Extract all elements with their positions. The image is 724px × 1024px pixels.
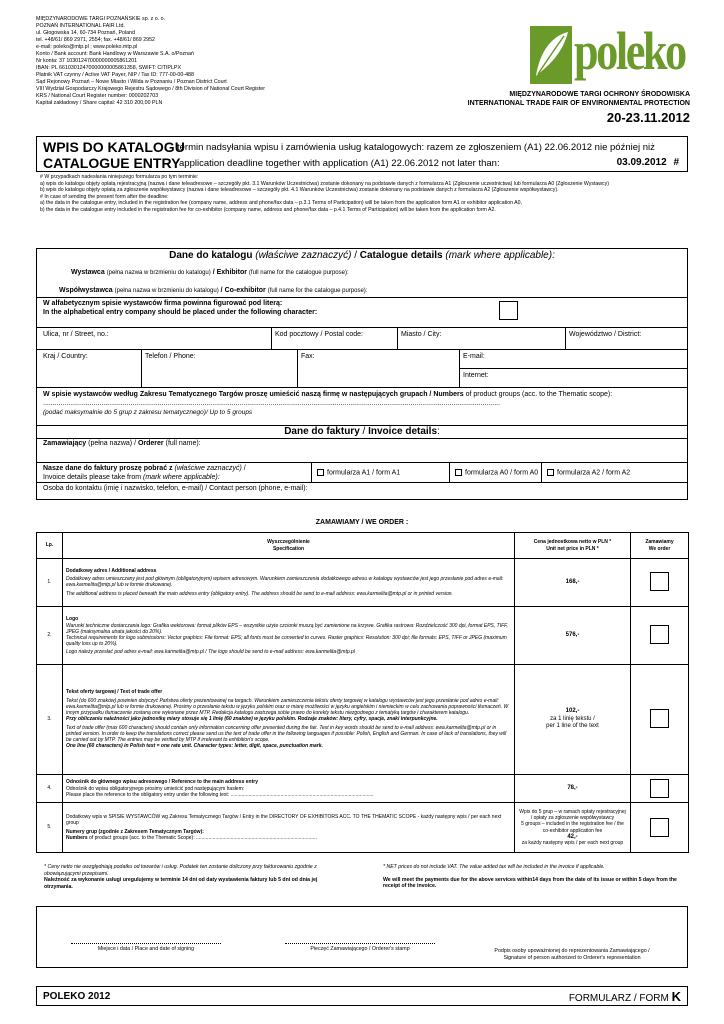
- take-from-pl-note: (właściwe zaznaczyć): [174, 465, 242, 472]
- company-info-line: Płatnik VAT czynny / Active VAT Payer, NIP / Tax ID: 777-00-00-488: [36, 72, 194, 78]
- footnote-vat-en: * NET prices do not include VAT. The value added tax will be included in the invoice if applicable.: [383, 864, 605, 870]
- row-price: 576,-: [515, 607, 631, 665]
- catalogue-section: [36, 248, 688, 426]
- order-checkbox[interactable]: [650, 625, 669, 644]
- groups-note: (podać maksymalnie do 5 grup z zakresu tematycznego)/ Up to 5 groups: [43, 409, 253, 416]
- catalogue-heading-en: Catalogue details: [359, 250, 443, 261]
- order-table-wrap: [36, 532, 688, 853]
- order-checkbox[interactable]: [650, 818, 669, 837]
- orderer-note-pl: (pełna nazwa): [88, 440, 133, 447]
- catalogue-heading: Dane do katalogu (właściwe zaznaczyć) / Catalogue details (mark where applicable):: [169, 250, 555, 261]
- row-price: 78,-: [515, 775, 631, 803]
- row-price-note-pl: za 1 linię tekstu /: [550, 715, 595, 722]
- form-a1-label: formularza A1 / form A1: [327, 469, 401, 477]
- col-lp: Lp.: [37, 533, 63, 559]
- deadline-hash: #: [673, 157, 679, 168]
- order-checkbox[interactable]: [650, 572, 669, 591]
- footnote-en: [383, 864, 683, 890]
- title-box: [36, 136, 688, 172]
- row-spec: [63, 607, 515, 665]
- row-spec: [63, 803, 515, 853]
- footnote-pay-en: We will meet the payments due for the above services within14 days from the date of its issue or within 5 days from the receipt of the invoice.: [383, 876, 677, 890]
- invoice-section: [36, 426, 688, 500]
- take-from-en: Invoice details please take from: [43, 474, 142, 481]
- company-info-line: tel. +48/61/ 869 2971, 2554; fax. +48/61/ 869 2952: [36, 37, 155, 43]
- catalogue-heading-pl-note: (właściwe zaznaczyć): [255, 250, 352, 261]
- form-a2-checkbox[interactable]: [547, 469, 630, 478]
- row-lp: 1.: [37, 559, 63, 607]
- fair-dates: 20-23.11.2012: [606, 110, 690, 125]
- table-row: [37, 607, 689, 665]
- deadline-date: [617, 157, 679, 170]
- logo-text: poleko: [574, 21, 685, 81]
- footnote-vat-pl: * Ceny netto nie uwzględniają podatku od towarów i usług. Podatek ten zostanie doliczony przy fakturowaniu zgodnie z obowiązującymi przepisami.: [44, 864, 317, 877]
- row-body-en-wrap: [66, 835, 511, 841]
- row-order-cell: [631, 775, 689, 803]
- catalogue-heading-pl: Dane do katalogu: [169, 250, 253, 261]
- country-field[interactable]: Kraj / Country:: [43, 353, 88, 360]
- order-heading: ZAMAWIAMY / WE ORDER :: [315, 519, 409, 526]
- row-body-en-bold: One line (60 characters) in Polish text = one rate unit. Character types: letter, digit, space, punctuation mark.: [66, 743, 323, 750]
- row-price: 168,-: [515, 559, 631, 607]
- city-field[interactable]: Miasto / City:: [401, 331, 442, 338]
- note-line: a) the data in the catalogue entry, included in the registration fee (company name, address and phone/fax data – p.3.1 Terms of Participation) will be taken from the application form A1 or exhibitor application A0,: [40, 200, 522, 207]
- note-line: # W przypadkach nadesłania niniejszego formularza po tym terminie:: [40, 174, 199, 180]
- form-a2-label: formularza A2 / form A2: [557, 469, 631, 477]
- exhibitor-field[interactable]: Wystawca (pełna nazwa w brzmieniu do katalogu) / Exhibitor (full name for the catalogue purpose):: [71, 269, 349, 276]
- deadline-date-value: 03.09.2012: [616, 157, 667, 168]
- row-lp: 5.: [37, 803, 63, 853]
- note-line: # In case of sending the present form after the deadline:: [40, 193, 169, 200]
- groups-label-en: of product groups (acc. to the Thematic scope): ...........................................................................................................................................................................................................................................: [43, 391, 613, 407]
- row-body-en: Please place the reference to the obligatory entry under the following text: .......................................................................................................: [66, 792, 374, 799]
- signature-section: [36, 906, 688, 968]
- alphabet-label-pl: W alfabetycznym spisie wystawców firma powinna figurować pod literą:: [43, 300, 283, 307]
- row-body-pl: Dodatkowy wpis w SPISIE WYSTAWCÓW wg Zakresu Tematycznego Targów / Entry in the DIRECTORY OF EXHIBITORS ACC. TO THE THEMATIC SCOPE - każdy następny wpis / per each next group: [66, 814, 502, 827]
- footer-bar: [36, 986, 688, 1006]
- company-info-line: Konto / Bank account: Bank Handlowy w Warszawie S.A. o/Poznań: [36, 51, 194, 57]
- company-info: [36, 16, 356, 107]
- row-order-cell: [631, 803, 689, 853]
- orderer-note-en: (full name):: [165, 440, 201, 447]
- row-lp: 2.: [37, 607, 63, 665]
- title-en: CATALOGUE ENTRY: [43, 155, 181, 171]
- form-a0-label: formularza A0 / form A0: [465, 469, 539, 477]
- exhibitor-label-pl: Wystawca: [71, 269, 105, 276]
- company-info-line: MIĘDZYNARODOWE TARGI POZNAŃSKIE sp. z o. o.: [36, 16, 166, 22]
- col-price-en: Unit net price in PLN *: [546, 545, 599, 552]
- street-field[interactable]: Ulica, nr / Street, no.:: [43, 331, 109, 338]
- row-body-bold2: Numbers: [66, 834, 88, 841]
- invoice-heading-en: Invoice details: [368, 426, 438, 437]
- company-info-line: ul. Głogowska 14, 60-734 Poznań, Poland: [36, 30, 135, 36]
- form-a0-checkbox[interactable]: [455, 469, 538, 478]
- contact-field[interactable]: Osoba do kontaktu (imię i nazwisko, telefon, e-mail) / Contact person (phone, e-mail):: [43, 485, 308, 492]
- row-spec: [63, 775, 515, 803]
- footnote-pl: [44, 864, 344, 890]
- table-row: [37, 775, 689, 803]
- signature-label: [467, 948, 677, 962]
- row-price-note2: za każdy następny wpis / per each next group: [521, 839, 624, 846]
- col-spec-pl: Wyszczególnienie: [267, 539, 310, 546]
- table-row: [37, 559, 689, 607]
- row-lp: 4.: [37, 775, 63, 803]
- email-field[interactable]: E-mail:: [463, 353, 485, 360]
- col-order-pl: Zamawiamy: [645, 539, 674, 546]
- groups-label-en-bold: Numbers: [433, 391, 464, 398]
- row-body-en: Technical requirements for logo submissions: Vector graphics: File format: EPS; all fonts must be converted to curves. Raster graphics: Resolution: 300 dpi; file formats: EPS, TIFF or JPEG (maximum quality loss up to 20%).: [66, 635, 507, 648]
- row-body-note: Logo należy przesłać pod adres e-mail: ewa.karmelita@mtp.pl / The logo should be send to e-mail address: ewa.karmelita@mtp.pl: [66, 648, 355, 655]
- note-line: b) the data in the catalogue entry included in the registration fee for co-exhibitor (company name, address and phone/fax data – p.4.1 Terms of Participation) will be taken from the application form A2.: [40, 206, 496, 213]
- orderer-label-en: Orderer: [137, 440, 164, 447]
- stamp-label: Pieczęć Zamawiającego / Orderer's stamp: [310, 946, 410, 952]
- footer-form-letter: K: [671, 989, 681, 1004]
- internet-field[interactable]: Internet:: [463, 372, 489, 379]
- col-order: [631, 533, 689, 559]
- coexhibitor-label-pl: Współwystawca: [59, 287, 113, 294]
- company-info-line: Sąd Rejonowy Poznań – Nowe Miasto i Wilda w Poznaniu / Poznan District Court: [36, 79, 227, 85]
- orderer-field[interactable]: Zamawiający (pełna nazwa) / Orderer (full name):: [43, 440, 201, 447]
- row-body-pl: Warunki techniczne dostarczania logo: Grafika wektorowa: format plików EPS – wszystkie użyte czcionki muszą być zamienione na krzywe. Grafika rastrowa: Rozdzielczość 300 dpi, format EPS, TIFF, JPEG (maksymalna utrata jakości do 20%).: [66, 622, 508, 635]
- row-spec: [63, 665, 515, 775]
- row-price: 102,-: [565, 708, 580, 715]
- groups-field[interactable]: [43, 390, 683, 417]
- checkbox-icon: [547, 469, 554, 476]
- fair-name-pl: MIĘDZYNARODOWE TARGI OCHRONY ŚRODOWISKA: [509, 91, 690, 98]
- fair-name-en: INTERNATIONAL TRADE FAIR OF ENVIRONMENTAL PROTECTION: [467, 100, 690, 107]
- take-from-pl: Nasze dane do faktury proszę pobrać z: [43, 465, 173, 472]
- row-title: Logo: [66, 616, 79, 623]
- take-from-en-note: (mark where applicable):: [143, 474, 220, 481]
- row-body-bold: Numery grup (zgodnie z Zakresem Tematycznym Targów):: [66, 828, 204, 835]
- coexhibitor-label-en: Co-exhibitor: [224, 287, 266, 294]
- order-checkbox[interactable]: [650, 709, 669, 728]
- alphabet-label-en: In the alphabetical entry company should be placed under the following character:: [43, 309, 318, 316]
- company-info-line: KRS / National Court Register number: 0000202703: [36, 93, 159, 99]
- footnote-pay-pl: Należność za wykonanie usługi uregulujemy w terminie 14 dni od daty wystawienia faktury lub 5 dni od dnia jej otrzymania.: [44, 877, 318, 890]
- footer-left: POLEKO 2012: [43, 991, 111, 1002]
- row-body-pl: Dodatkowy adres umieszczany jest pod głównym (obligatoryjnym) wpisem adresowym. Warunkiem zamieszczenia dodatkowego adresu w katalogu wystawców jest jego przesłanie pod adres e-mail: ewa.karmelita@mtp.pl lub w formie drukowanej.: [66, 575, 504, 588]
- row-body-pl: Tekst (do 600 znaków) powinien dotyczyć Państwa oferty prezentowanej na targach. Warunkiem zamieszczenia tekstu oferty targowej w katalogu wystawców jest jego przesłanie pod adres e-mail: ewa.karmelita@mtp.pl lub w formie drukowanej. Prosimy o przesłanie tekstu w języku polskim oraz w miarę możliwości w języku angielskim i niemieckim w celu zachowania poprawności tłumaczeń. W innym przypadku tłumaczenie zostaną one wykonane przez MTP. Redakcja katalogu zastrzega sobie prawo do korekty tekstu niezgodnego z tematyką targów i charakterem katalogu.: [66, 697, 509, 717]
- poleko-logo: [530, 21, 688, 84]
- coexhibitor-field[interactable]: Współwystawca (pełna nazwa w brzmieniu do katalogu) / Co-exhibitor (full name for the catalogue purpose):: [59, 287, 368, 294]
- col-spec: [63, 533, 515, 559]
- row-order-cell: [631, 559, 689, 607]
- form-a1-checkbox[interactable]: [317, 469, 400, 478]
- table-row: [37, 803, 689, 853]
- signature-label-pl: Podpis osoby upoważnionej do reprezentowania Zamawiającego /: [494, 948, 650, 954]
- row-order-cell: [631, 607, 689, 665]
- coexhibitor-note-en: (full name for the catalogue purpose):: [267, 288, 368, 294]
- company-info-line: POZNAŃ INTERNATIONAL FAIR Ltd.: [36, 23, 125, 29]
- row-order-cell: [631, 665, 689, 775]
- footer-right: [569, 989, 681, 1006]
- row-title: Odnośnik do głównego wpisu adresowego / Reference to the main address entry: [66, 778, 258, 785]
- table-row: [37, 665, 689, 775]
- row-price-note-pl: Wpis do 5 grup – w ramach opłaty rejestracyjnej / opłaty za zgłoszenie współwystawcy: [519, 808, 626, 822]
- alphabet-label: [43, 299, 317, 317]
- order-checkbox[interactable]: [650, 779, 669, 798]
- groups-label-pl: W spisie wystawców według Zakresu Tematycznego Targów proszę umieścić naszą firmę w następujących grupach /: [43, 391, 432, 398]
- coexhibitor-note-pl: (pełna nazwa w brzmieniu do katalogu): [114, 288, 219, 294]
- order-table: [36, 532, 689, 853]
- row-lp: 3.: [37, 665, 63, 775]
- row-title: Tekst oferty targowej / Text of trade offer: [66, 689, 163, 696]
- row-body-pl: Odnośnik do wpisu obligatoryjnego prosimy umieścić pod następującym hasłem:: [66, 785, 245, 792]
- row-title: Dodatkowy adres / Additional address: [66, 567, 157, 574]
- row-body-en: of product groups (acc. to the Thematic Scope): .......................................................................................: [89, 834, 317, 841]
- col-order-en: We order: [648, 545, 671, 552]
- row-price-note-en: per 1 line of the text: [546, 723, 599, 730]
- row-price-note-en: 5 groups – included in the registration fee / the co-exhibitor application fee: [521, 821, 624, 834]
- col-price-pl: Cena jednostkowa netto w PLN *: [533, 539, 612, 546]
- invoice-heading-pl: Dane do faktury: [284, 426, 360, 437]
- company-info-line: e-mail: poleko@mtp.pl ; www.poleko.mtp.pl: [36, 44, 138, 50]
- phone-field[interactable]: Telefon / Phone:: [145, 353, 196, 360]
- row-price-cell: [515, 803, 631, 853]
- note-line: a) wpis do katalogu objęty opłatą rejestracyjną (nazwa i dane teleadresowe – szczegóły pkt. 3.1 Warunków Uczestnictwa) zostanie dokonany na podstawie danych z formularza A1 (Zgłoszenie uczestnictwa) lub formularza A0 (Zgłoszenie Wystawcy): [40, 180, 609, 187]
- row-price-cell: [515, 665, 631, 775]
- company-info-line: Nr konta: 37 103012470000000005861201: [36, 58, 138, 64]
- invoice-source-label: Nasze dane do faktury proszę pobrać z (właściwe zaznaczyć) / Invoice details please take from (mark where applicable):: [43, 465, 246, 481]
- catalogue-heading-en-note: (mark where applicable):: [445, 250, 555, 261]
- checkbox-icon: [317, 469, 324, 476]
- exhibitor-label-en: Exhibitor: [216, 269, 247, 276]
- exhibitor-note-en: (full name for the catalogue purpose):: [248, 270, 349, 276]
- alphabet-letter-box[interactable]: [499, 301, 518, 320]
- region-field[interactable]: Województwo / District:: [569, 331, 642, 338]
- exhibitor-note-pl: (pełna nazwa w brzmieniu do katalogu): [106, 270, 211, 276]
- postcode-field[interactable]: Kod pocztowy / Postal code:: [275, 331, 363, 338]
- signature-label-en: Signature of person authorized to Orderer's representation: [503, 955, 641, 961]
- invoice-heading: Dane do faktury / Invoice details:: [284, 426, 440, 437]
- row-spec: [63, 559, 515, 607]
- company-info-line: IBAN: PL 66103012470000000005861358, SWIFT: CITIPLPX: [36, 65, 181, 71]
- checkbox-icon: [455, 469, 462, 476]
- col-price: [515, 533, 631, 559]
- place-date-label: Miejsce i data / Place and date of signing: [97, 946, 195, 952]
- footer-form-label: FORMULARZ / FORM: [568, 993, 669, 1004]
- deadline-notes: [40, 174, 684, 214]
- row-body-en: Text of trade offer (max 600 characters) should contain only information concerning offer presented during the fair. Text in key words should be send to e-mail address: ewa.karmelita@mtp.pl or in printed version. In order to keep the translations correct please send us the text of trade offer in the following languages if possible: Polish, English and German. In case of lack of translations, they will be carried out by MTP. The entries may be verified by MTP if irrelevant to exhibition's scope.: [66, 724, 507, 744]
- title-pl: WPIS DO KATALOGU: [43, 139, 185, 155]
- company-info-line: VIII Wydział Gospodarczy Krajowego Rejestru Sądowego / 8th Division of National Court Register: [36, 86, 266, 92]
- title-deadline-pl: termin nadsyłania wpisu i zamówienia usług katalogowych: razem ze zgłoszeniem (A1) 22.06.2012 nie później niż: [177, 142, 655, 153]
- row-body-pl-bold: Przy obliczaniu należności jako jednostkę miary stosuje się 1 linię (60 znaków) w języku polskim. Rodzaje znaków: litery, cyfry, spacje, znaki interpunkcyjne.: [66, 716, 438, 723]
- col-spec-en: Specification: [272, 545, 305, 552]
- title-deadline-en: application deadline together with application (A1) 22.06.2012 not later than:: [179, 158, 500, 169]
- row-price: 42,-: [567, 833, 578, 840]
- row-body-en: The additional address is placed beneath the main address entry (obligatory entry). The address should be send to e-mail address: ewa.karmelita@mtp.pl or in printed version.: [66, 591, 453, 598]
- note-line: b) wpis do katalogu objęty opłatą za zgłoszenie współwystawcy (nazwa i dane teleadresowe – szczegóły pkt. 4.1 Warunków Uczestnictwa) zostanie dokonany na podstawie danych z formularza A2 (Zgłoszenie współwystawcy).: [40, 187, 559, 194]
- orderer-label-pl: Zamawiający: [43, 440, 87, 447]
- fax-field[interactable]: Fax:: [301, 353, 315, 360]
- leaf-icon: [530, 26, 572, 84]
- company-info-line: Kapitał zakładowy / Share capital: 42 310 200,00 PLN: [36, 100, 163, 106]
